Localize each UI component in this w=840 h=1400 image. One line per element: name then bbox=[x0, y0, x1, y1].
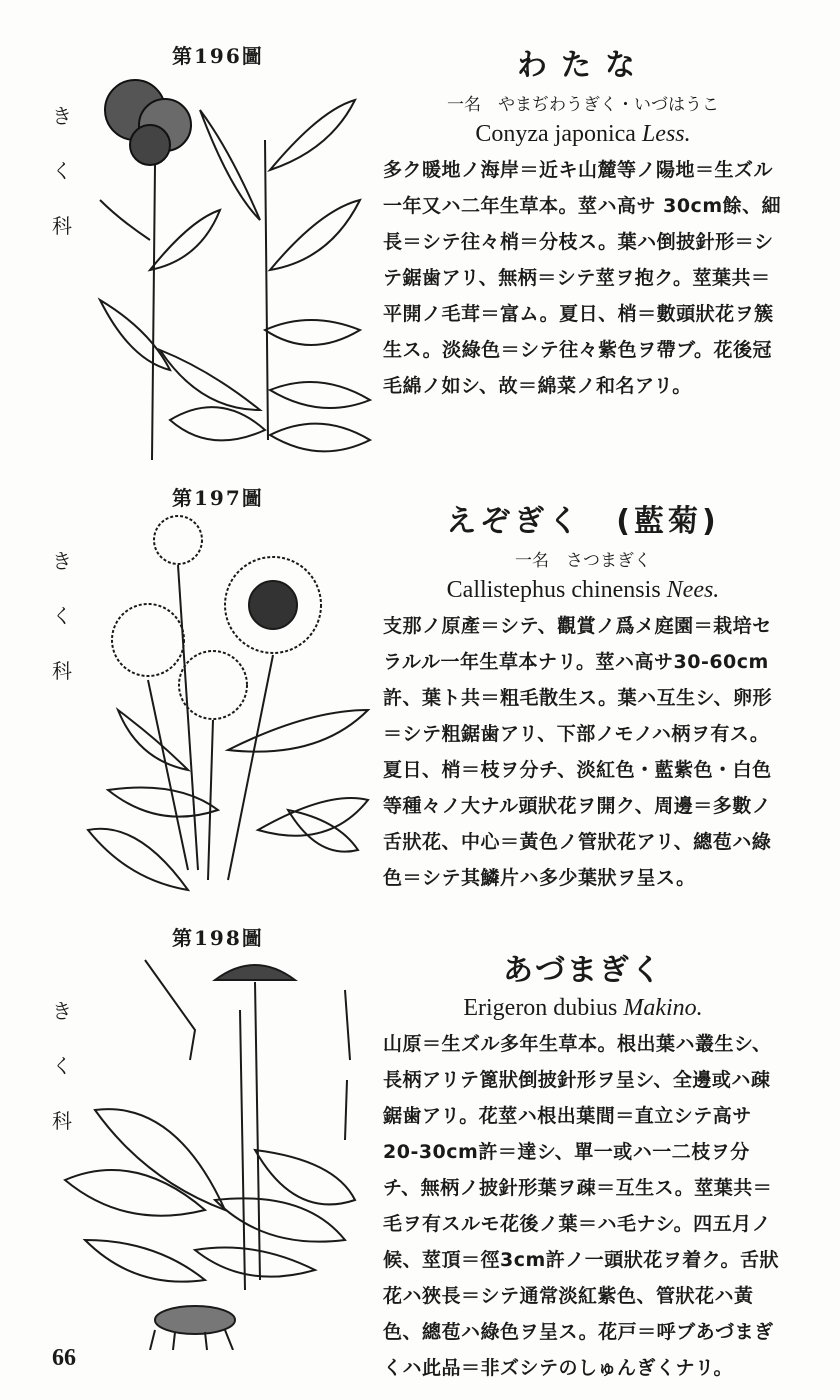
erigeron-plant-illustration-icon bbox=[55, 950, 365, 1350]
scientific-name: Conyza japonica Less. bbox=[475, 121, 691, 147]
callistephus-plant-illustration-icon bbox=[78, 510, 378, 900]
scientific-name: Erigeron dubius Makino. bbox=[463, 995, 703, 1021]
japanese-name: わたな bbox=[517, 48, 649, 83]
description: 多ク暖地ノ海岸＝近キ山麓等ノ陽地＝生ズル一年又ハ二年生草本。莖ハ高サ 30cm餘、細長＝シテ往々梢＝分枝ス。葉ハ倒披針形＝シテ鋸歯アリ、無柄＝シテ莖ヲ抱ク。莖葉共＝平開ノ毛茸＝富ム。夏日、梢＝數頭狀花ヲ簇生ス。淡綠色＝シテ往々紫色ヲ帶ブ。花後冠毛綿ノ如シ、故＝綿菜ノ和名アリ。 bbox=[383, 159, 782, 397]
family-label bbox=[52, 100, 72, 239]
conyza-plant-illustration-icon bbox=[90, 70, 380, 470]
family-char: く bbox=[52, 604, 72, 628]
figure-number: 第198圖 bbox=[172, 926, 264, 950]
family-char: 科 bbox=[52, 659, 72, 683]
description: 山原＝生ズル多年生草本。根出葉ハ叢生シ、長柄アリテ篦狀倒披針形ヲ呈シ、全邊或ハ疎鋸歯アリ。花莖ハ根出葉間＝直立シテ高サ 20-30cm許＝達シ、單一或ハ一二枝ヲ分チ、無柄ノ披針形葉ヲ疎＝互生ス。莖葉共＝毛ヲ有スルモ花後ノ葉＝ハ毛ナシ。四五月ノ候、莖頂＝徑3cm許ノ一頭狀花ヲ着ク。舌狀花ハ狹長＝シテ通常淡紅紫色、管狀花ハ黃色、總苞ハ綠色ヲ呈ス。花戸＝呼ブあづまぎくハ此品＝非ズシテのしゅんぎくナリ。 bbox=[383, 1033, 780, 1379]
family-char: き bbox=[52, 549, 72, 573]
description: 支那ノ原產＝シテ、觀賞ノ爲メ庭園＝栽培セラルル一年生草本ナリ。莖ハ高サ30-60cm許、葉ト共＝粗毛散生ス。葉ハ互生シ、卵形＝シテ粗鋸歯アリ、下部ノモノハ柄ヲ有ス。夏日、梢＝枝ヲ分チ、淡紅色・藍紫色・白色等種々ノ大ナル頭狀花ヲ開ク、周邊＝多數ノ舌狀花、中心＝黃色ノ管狀花アリ、總苞ハ綠色＝シテ其鱗片ハ多少葉狀ヲ呈ス。 bbox=[383, 615, 773, 889]
alternate-name: 一名 さつまぎく bbox=[515, 551, 651, 571]
figure-number: 第196圖 bbox=[172, 44, 264, 68]
figure-number: 第197圖 bbox=[172, 486, 264, 510]
japanese-name: えぞぎく (藍菊) bbox=[446, 504, 720, 539]
japanese-name: あづまぎく bbox=[503, 953, 663, 988]
family-char: く bbox=[52, 159, 72, 183]
family-label bbox=[52, 545, 72, 684]
family-char: 科 bbox=[52, 214, 72, 238]
family-char: き bbox=[52, 104, 72, 128]
family-char: き bbox=[52, 999, 72, 1023]
species-entry-callistephus bbox=[383, 496, 783, 896]
species-entry-conyza bbox=[383, 40, 783, 404]
page-number: 66 bbox=[52, 1345, 76, 1371]
family-char: く bbox=[52, 1054, 72, 1078]
alternate-name: 一名 やまぢわうぎく・いづはうこ bbox=[447, 95, 719, 115]
species-entry-erigeron bbox=[383, 945, 783, 1386]
family-char: 科 bbox=[52, 1109, 72, 1133]
scientific-name: Callistephus chinensis Nees. bbox=[446, 577, 720, 603]
